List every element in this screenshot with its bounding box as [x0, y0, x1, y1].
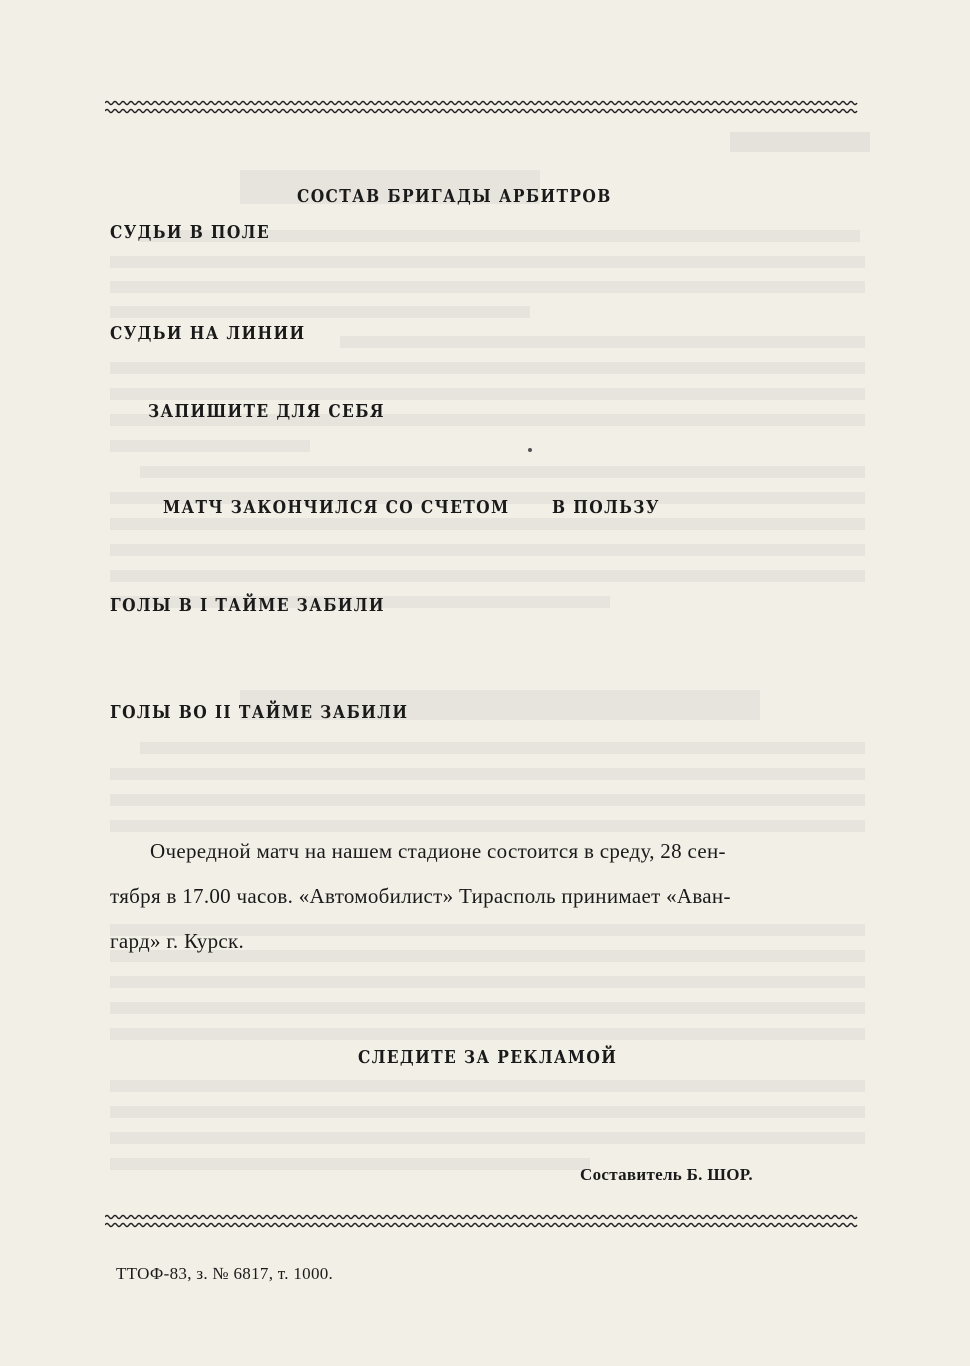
bottom-wavy-rule	[105, 1212, 863, 1230]
announcement-line-2: тября в 17.00 часов. «Автомобилист» Тирасполь принимает «Аван-	[110, 884, 731, 908]
notes-heading: ЗАПИШИТЕ ДЛЯ СЕБЯ	[148, 401, 385, 422]
announcement-line-1: Очередной матч на нашем стадионе состоится в среду, 28 сен-	[150, 839, 726, 863]
compiler-credit: Составитель Б. ШОР.	[580, 1165, 753, 1184]
second-half-goals-label: ГОЛЫ ВО II ТАЙМЕ ЗАБИЛИ	[110, 702, 409, 723]
line-referees-label: СУДЬИ НА ЛИНИИ	[110, 323, 306, 344]
advertising-notice: СЛЕДИТЕ ЗА РЕКЛАМОЙ	[358, 1047, 618, 1068]
in-favor-label: В ПОЛЬЗУ	[552, 497, 660, 518]
match-result-label: МАТЧ ЗАКОНЧИЛСЯ СО СЧЕТОМ	[163, 497, 510, 518]
ink-speck	[528, 448, 532, 452]
print-imprint: ТТОФ-83, з. № 6817, т. 1000.	[116, 1264, 334, 1283]
first-half-goals-label: ГОЛЫ В I ТАЙМЕ ЗАБИЛИ	[110, 595, 385, 616]
field-referees-label: СУДЬИ В ПОЛЕ	[110, 222, 271, 243]
referees-heading: СОСТАВ БРИГАДЫ АРБИТРОВ	[297, 186, 612, 207]
announcement-line-3: гард» г. Курск.	[110, 929, 245, 953]
top-wavy-rule	[105, 98, 863, 116]
